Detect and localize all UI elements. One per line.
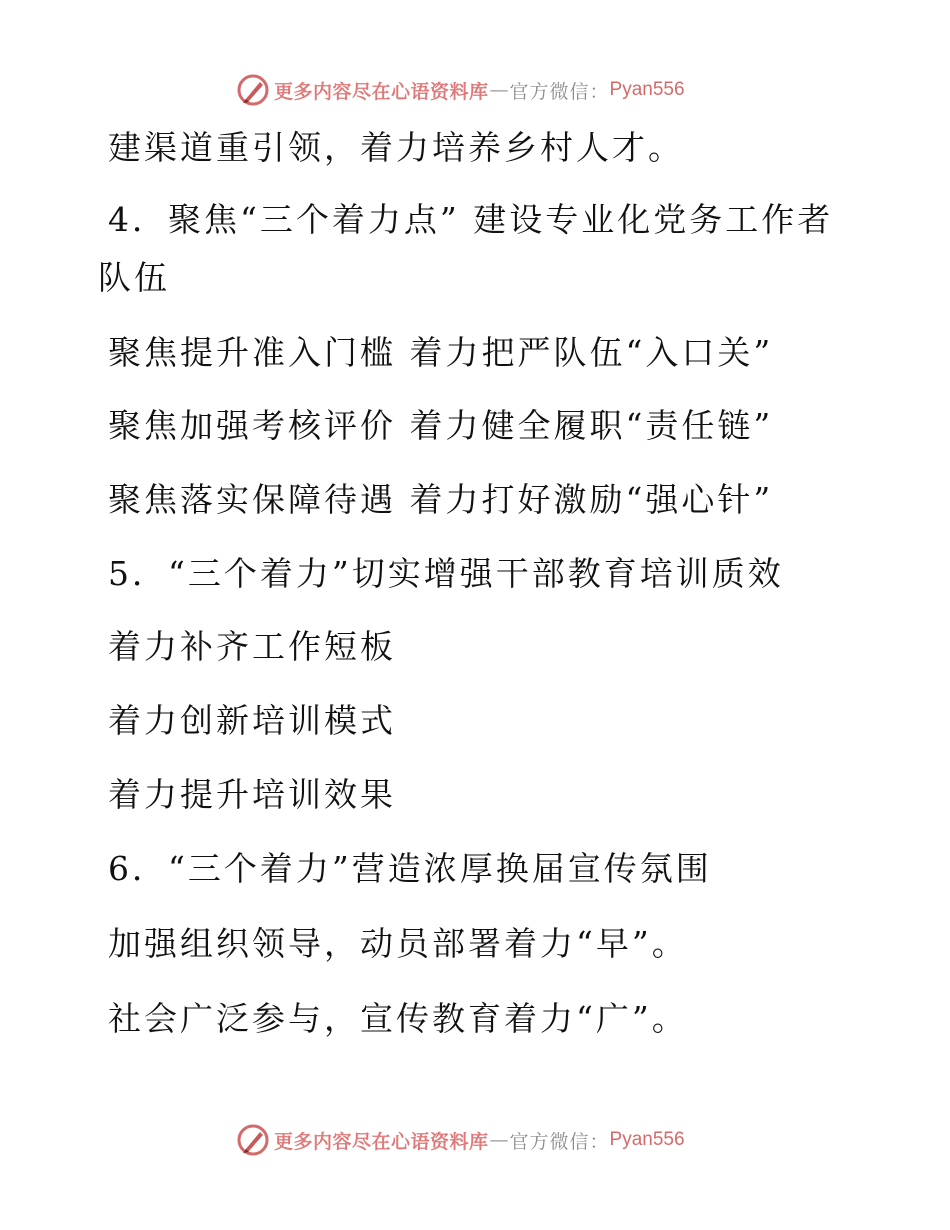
banner-wechat-id: Pyan556 <box>609 79 685 100</box>
quill-logo-icon <box>236 73 270 107</box>
heading-line: 5．“三个着力”切实增强干部教育培训质效 <box>108 554 784 593</box>
footer-banner <box>236 1122 685 1158</box>
banner-wechat-id: Pyan556 <box>609 1129 685 1150</box>
banner-separator: — <box>489 79 509 101</box>
body-line: 着力补齐工作短板 <box>108 627 396 666</box>
banner-official-label: 官方微信： <box>509 1130 610 1153</box>
body-line: 着力提升培训效果 <box>108 775 396 814</box>
banner-separator: — <box>489 1129 509 1151</box>
banner-official-label: 官方微信： <box>509 80 610 103</box>
heading-line: 6．“三个着力”营造浓厚换届宣传氛围 <box>108 849 712 888</box>
header-banner <box>236 72 685 108</box>
body-line: 聚焦提升准入门槛 着力把严队伍“入口关” <box>108 333 774 372</box>
body-line: 聚焦加强考核评价 着力健全履职“责任链” <box>108 406 774 445</box>
heading-line-wrap: 队伍 <box>98 258 170 297</box>
body-line: 社会广泛参与，宣传教育着力“广”。 <box>108 999 688 1038</box>
heading-line: 4．聚焦“三个着力点” 建设专业化党务工作者 <box>108 200 834 239</box>
body-line: 着力创新培训模式 <box>108 701 396 740</box>
quill-logo-icon <box>236 1123 270 1157</box>
banner-site-text: 更多内容尽在心语资料库 <box>274 1130 489 1153</box>
body-line: 建渠道重引领，着力培养乡村人才。 <box>108 128 684 167</box>
body-line: 加强组织领导，动员部署着力“早”。 <box>108 924 688 963</box>
banner-site-text: 更多内容尽在心语资料库 <box>274 80 489 103</box>
body-line: 聚焦落实保障待遇 着力打好激励“强心针” <box>108 480 774 519</box>
